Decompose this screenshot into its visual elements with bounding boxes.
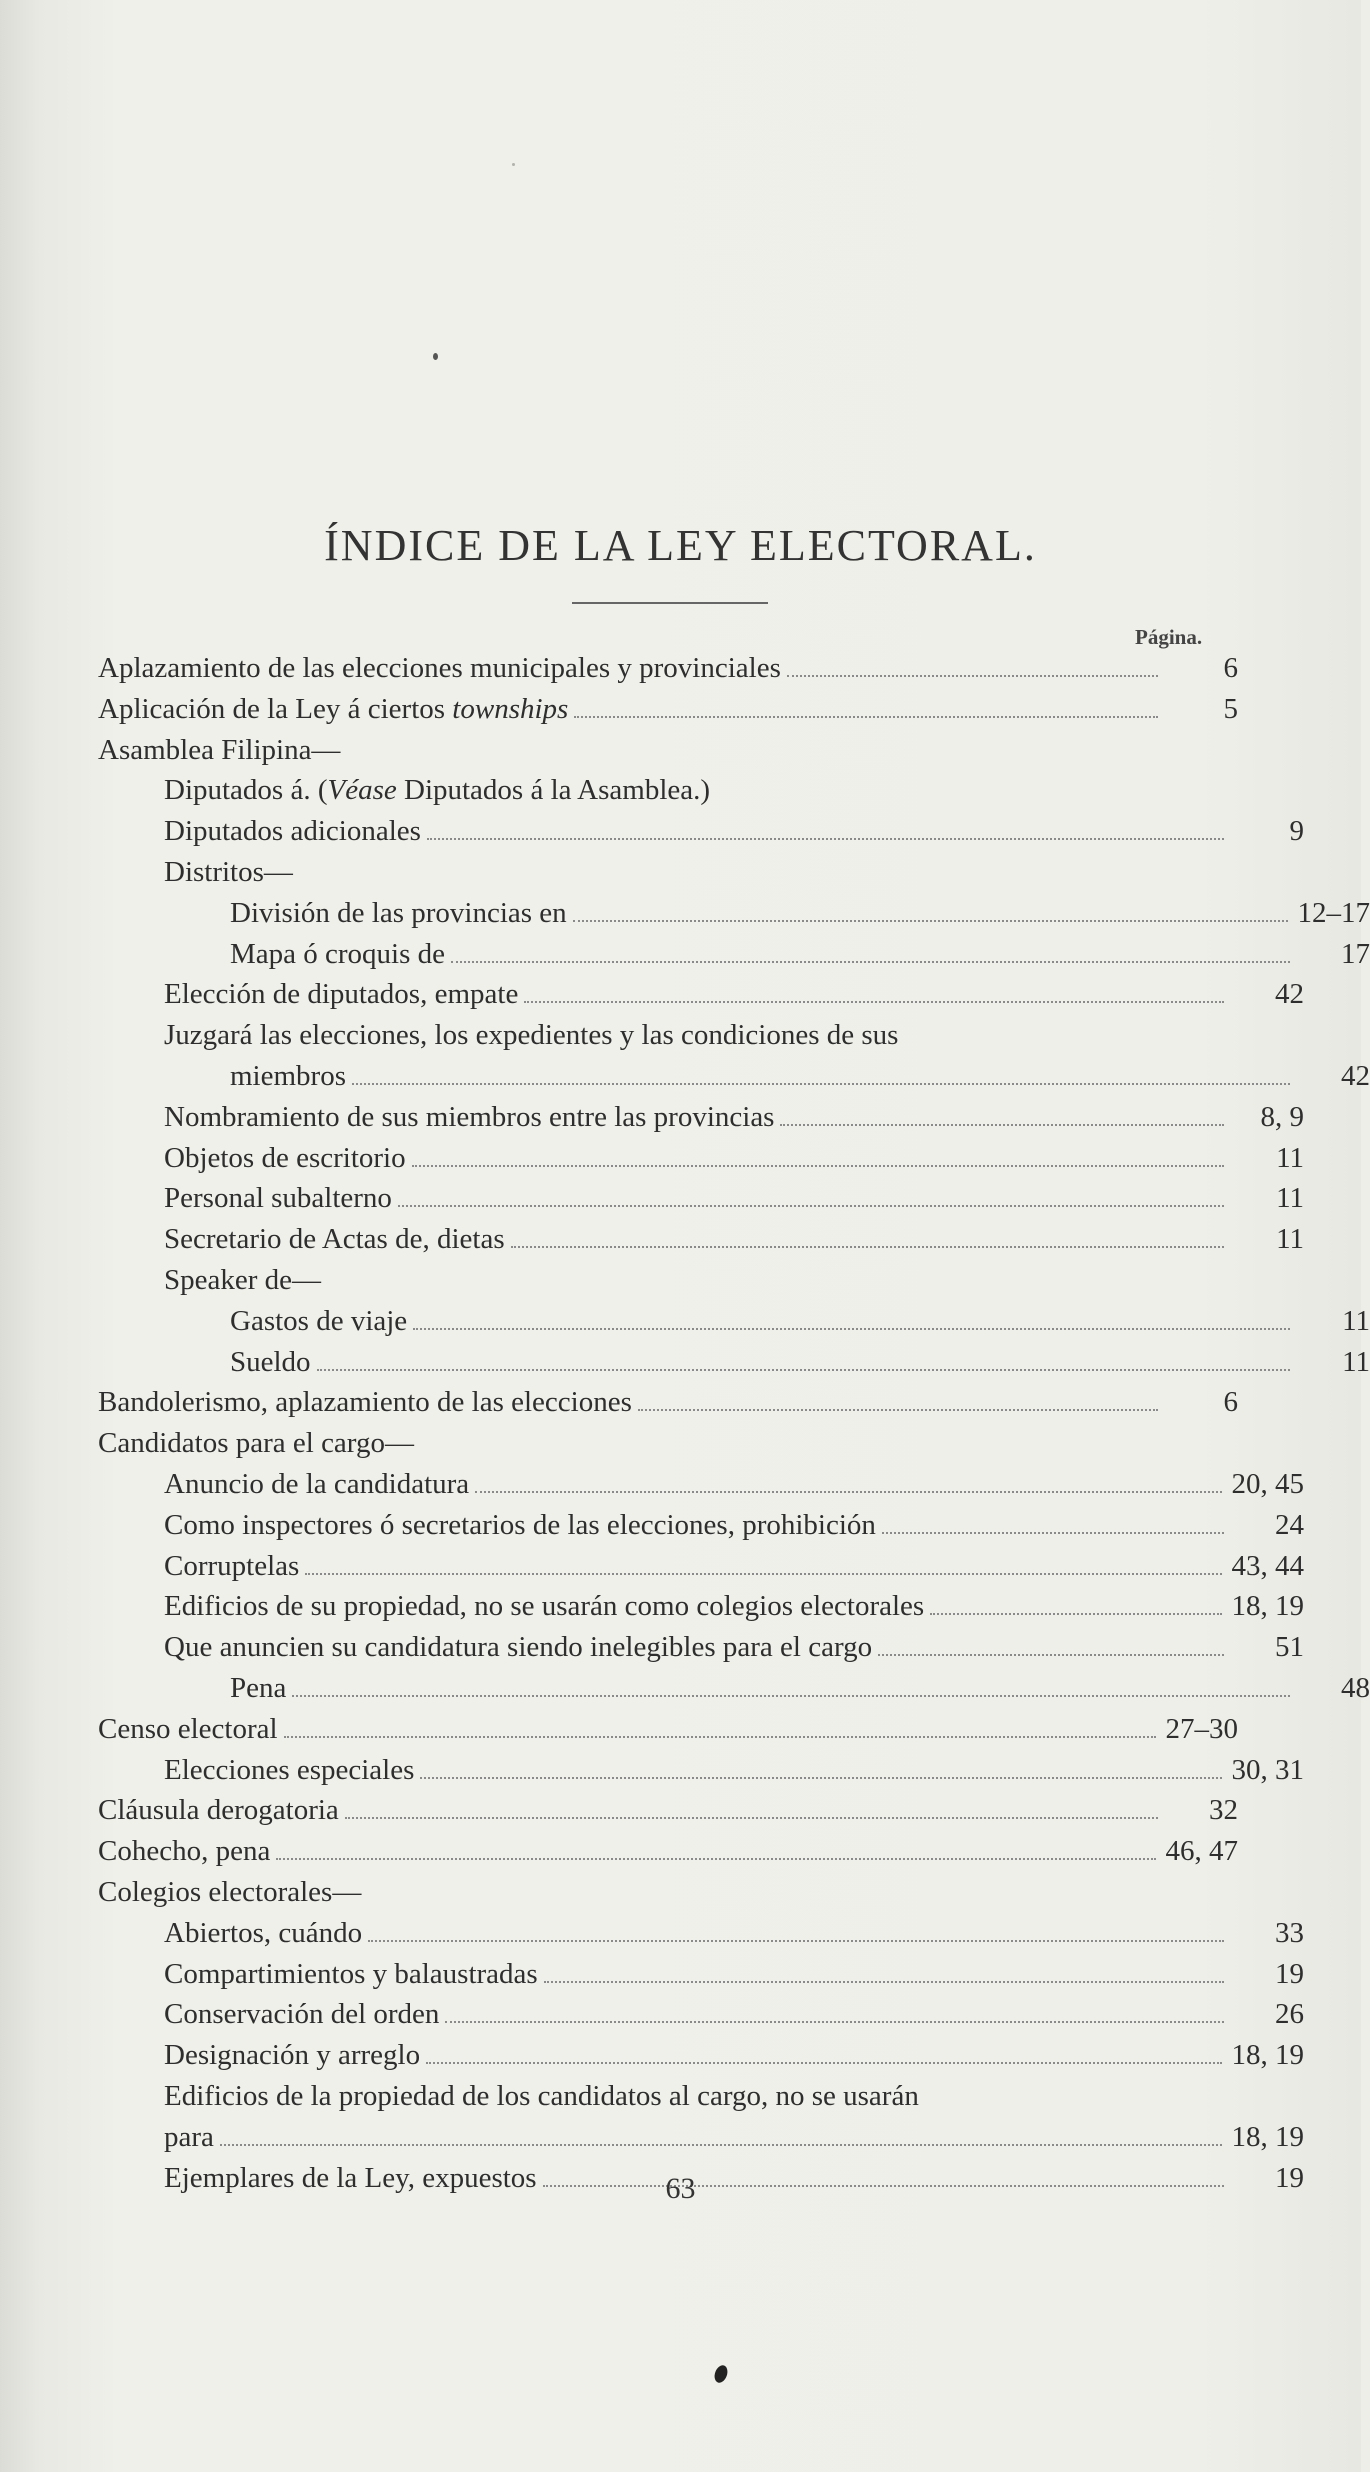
entry-page-ref: 12–17 <box>1297 896 1370 929</box>
entry-label: Cohecho, pena <box>98 1835 271 1868</box>
index-entry <box>98 730 1238 770</box>
dot-leader <box>317 1369 1290 1371</box>
entry-label: Personal subalterno <box>164 1182 392 1215</box>
entry-label: Ejemplares de la Ley, expuestos <box>164 2161 537 2194</box>
entry-label: Nombramiento de sus miembros entre las provincias <box>164 1100 775 1133</box>
dot-leader <box>305 1573 1221 1575</box>
index-entry <box>98 1178 1304 1218</box>
index-entry <box>98 1342 1370 1382</box>
entry-label: Compartimientos y balaustradas <box>164 1957 538 1990</box>
entry-label: para <box>164 2120 214 2153</box>
entry-label: Secretario de Actas de, dietas <box>164 1223 505 1256</box>
entry-label: División de las provincias en <box>230 896 567 929</box>
entry-label: Pena <box>230 1672 287 1704</box>
index-entry <box>98 1382 1238 1422</box>
index-entry <box>98 1015 1304 1055</box>
entry-page-ref: 19 <box>1275 2161 1304 2194</box>
dot-leader <box>412 1165 1224 1167</box>
dot-leader <box>511 1246 1224 1248</box>
entry-page-ref: 33 <box>1275 1916 1304 1949</box>
index-entry <box>98 1994 1304 2034</box>
index-entry <box>98 1138 1304 1178</box>
index-entry <box>98 1709 1238 1749</box>
entry-page-ref: 30, 31 <box>1231 1753 1304 1786</box>
entry-label <box>98 689 568 729</box>
page-column-header: Página. <box>1135 625 1203 649</box>
index-entry <box>98 1423 1238 1463</box>
entry-page-ref: 20, 45 <box>1231 1468 1304 1500</box>
dot-leader <box>352 1083 1290 1085</box>
index-entry <box>98 1464 1304 1504</box>
entry-page-ref: 6 <box>1223 1386 1238 1419</box>
index-entry <box>98 2076 1304 2116</box>
entry-label: Elección de diputados, empate <box>164 978 519 1011</box>
entry-label-text: Diputados á. ( <box>164 774 328 807</box>
dot-leader <box>573 920 1288 922</box>
index-entry <box>98 2035 1304 2075</box>
dot-leader <box>427 838 1224 840</box>
entry-label: Juzgará las elecciones, los expedientes y las condiciones de sus <box>164 1019 899 1052</box>
entry-label: Mapa ó croquis de <box>230 937 446 970</box>
index-entry <box>98 811 1304 851</box>
entry-page-ref: 19 <box>1275 1957 1304 1990</box>
entry-page-ref: 6 <box>1223 652 1238 684</box>
dot-leader <box>451 961 1290 963</box>
entry-page-ref: 17 <box>1341 937 1370 970</box>
entry-page-ref: 24 <box>1275 1508 1304 1541</box>
index-entry <box>98 1668 1370 1708</box>
entry-page-ref: 43, 44 <box>1231 1549 1304 1582</box>
entry-page-ref: 51 <box>1275 1631 1304 1664</box>
entry-page-ref: 11 <box>1276 1223 1304 1256</box>
entry-label: Bandolerismo, aplazamiento de las elecciones <box>98 1386 632 1419</box>
index-title: ÍNDICE DE LA LEY ELECTORAL. <box>324 521 1037 570</box>
dot-leader <box>220 2144 1222 2146</box>
entry-label: Que anuncien su candidatura siendo inelegibles para el cargo <box>164 1631 873 1664</box>
index-entry <box>98 934 1370 974</box>
entry-label: Anuncio de la candidatura <box>164 1468 470 1500</box>
entry-label: Asamblea Filipina— <box>98 733 341 766</box>
dot-leader <box>284 1736 1156 1738</box>
entry-page-ref: 8, 9 <box>1260 1100 1304 1133</box>
entry-label-italic: Véase <box>327 774 397 807</box>
entry-label: Corruptelas <box>164 1549 300 1582</box>
entry-page-ref: 42 <box>1341 1060 1370 1092</box>
entry-page-ref: 26 <box>1275 1998 1304 2031</box>
index-entry <box>98 1301 1370 1341</box>
index-entry <box>98 1546 1304 1586</box>
dot-leader <box>574 716 1158 718</box>
index-entry <box>98 1260 1304 1300</box>
dot-leader <box>878 1654 1224 1656</box>
index-entry <box>98 1790 1238 1830</box>
entry-page-ref: 18, 19 <box>1231 1590 1304 1623</box>
dot-leader <box>413 1328 1290 1330</box>
entry-label: Cláusula derogatoria <box>98 1794 339 1827</box>
entry-label: Candidatos para el cargo— <box>98 1427 414 1460</box>
entry-label: Edificios de su propiedad, no se usarán como colegios electorales <box>164 1590 925 1623</box>
entry-label: Elecciones especiales <box>164 1753 415 1786</box>
entry-page-ref: 11 <box>1276 1182 1304 1215</box>
dot-leader <box>420 1777 1221 1779</box>
dot-leader <box>398 1205 1224 1207</box>
dot-leader <box>345 1817 1158 1819</box>
dot-leader <box>882 1532 1224 1534</box>
index-entry <box>98 852 1304 892</box>
dot-leader <box>368 1940 1224 1942</box>
entry-page-ref: 5 <box>1223 692 1238 725</box>
index-entry <box>98 1586 1304 1626</box>
entry-label: Censo electoral <box>98 1712 278 1745</box>
index-entry <box>98 648 1238 688</box>
dot-leader <box>292 1695 1290 1697</box>
dot-leader <box>638 1409 1158 1411</box>
dot-leader <box>524 1001 1224 1003</box>
entry-label: Abiertos, cuándo <box>164 1916 363 1949</box>
index-entry <box>98 1097 1304 1137</box>
entry-page-ref: 11 <box>1276 1141 1304 1174</box>
dot-leader <box>930 1613 1221 1615</box>
entry-page-ref: 46, 47 <box>1165 1835 1238 1868</box>
entry-page-ref: 42 <box>1275 978 1304 1011</box>
entry-label: Diputados adicionales <box>164 815 421 848</box>
dot-leader <box>475 1491 1221 1493</box>
index-entry <box>98 1872 1238 1912</box>
dot-leader <box>426 2062 1221 2064</box>
index-entry <box>98 1954 1304 1994</box>
entry-label: Gastos de viaje <box>230 1304 408 1337</box>
index-entry <box>98 1627 1304 1667</box>
entry-label: miembros <box>230 1060 346 1092</box>
entry-page-ref: 9 <box>1289 815 1304 848</box>
entry-page-ref: 18, 19 <box>1231 2120 1304 2153</box>
entry-label-italic: townships <box>452 692 569 725</box>
entry-label: Distritos— <box>164 856 293 888</box>
index-entry <box>98 770 1304 810</box>
index-entry <box>98 689 1238 729</box>
entry-page-ref: 11 <box>1342 1304 1370 1337</box>
index-entry <box>98 1913 1304 1953</box>
entry-label-text: Diputados á la Asamblea.) <box>396 774 711 807</box>
entry-label <box>164 770 710 810</box>
index-entry <box>98 1219 1304 1259</box>
entry-label: Sueldo <box>230 1345 311 1378</box>
entry-page-ref: 32 <box>1209 1794 1238 1827</box>
index-entry <box>98 2117 1304 2157</box>
entry-label: Edificios de la propiedad de los candidatos al cargo, no se usarán <box>164 2080 919 2112</box>
entry-page-ref: 48 <box>1341 1672 1370 1704</box>
entry-label: Aplazamiento de las elecciones municipales y provinciales <box>98 652 781 684</box>
entry-label: Colegios electorales— <box>98 1876 362 1908</box>
page-number: 63 <box>665 2172 696 2205</box>
index-entry <box>98 1750 1304 1790</box>
entry-page-ref: 27–30 <box>1165 1712 1238 1745</box>
entry-page-ref: 18, 19 <box>1231 2039 1304 2072</box>
index-entry <box>98 1505 1304 1545</box>
entry-label: Speaker de— <box>164 1264 322 1296</box>
entry-label: Designación y arreglo <box>164 2039 421 2072</box>
entry-label: Conservación del orden <box>164 1998 440 2031</box>
dot-leader <box>276 1858 1155 1860</box>
dot-leader <box>787 675 1158 677</box>
index-entry <box>98 893 1370 933</box>
index-entry <box>98 1056 1370 1096</box>
entry-label: Como inspectores ó secretarios de las elecciones, prohibición <box>164 1508 876 1541</box>
index-entry <box>98 1831 1238 1871</box>
entry-page-ref: 11 <box>1342 1345 1370 1378</box>
entry-label: Objetos de escritorio <box>164 1141 406 1174</box>
dot-leader <box>445 2021 1224 2023</box>
dot-leader <box>544 1981 1224 1983</box>
index-entry <box>98 974 1304 1014</box>
dot-leader <box>780 1124 1224 1126</box>
entry-label-text: Aplicación de la Ley á ciertos <box>98 692 453 725</box>
